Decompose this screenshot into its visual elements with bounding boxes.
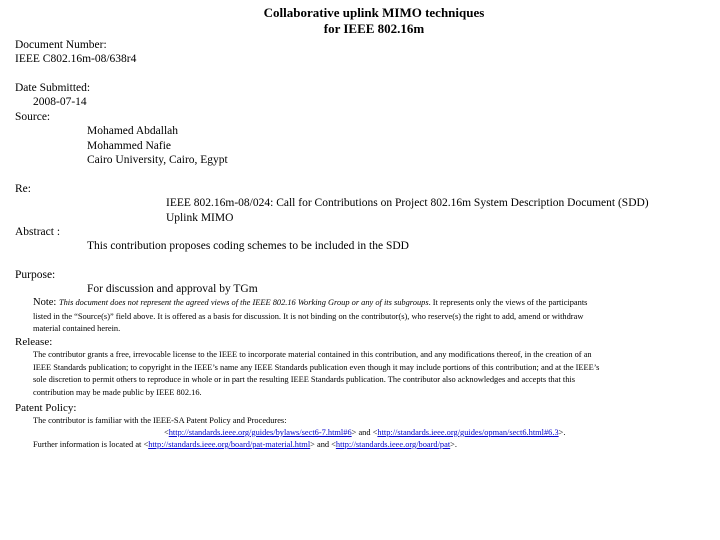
release-line: The contributor grants a free, irrevocable license to the IEEE to incorporate material contained in this contribution, and any modifications thereof, in the creation of an (33, 350, 592, 359)
note-italic-text: This document does not represent the agreed views of the IEEE 802.16 Working Group or any of its subgroups (58, 298, 429, 307)
re-line: IEEE 802.16m-08/024: Call for Contributions on Project 802.16m System Description Document (SDD) (166, 197, 649, 209)
note-first-line-rest: . It represents only the views of the participants (428, 298, 588, 307)
and-text: > and < (310, 440, 336, 449)
note-line-2: listed in the “Source(s)” field above. It is offered as a basis for discussion. It is not binding on the contributor(s), who reserve(s) the right to add, amend or withdraw (33, 312, 584, 321)
open-bracket: < (164, 428, 169, 437)
source-line: Cairo University, Cairo, Egypt (87, 154, 228, 166)
note-line-3: material contained herein. (33, 324, 121, 333)
end-text: >. (450, 440, 457, 449)
title-line-2: for IEEE 802.16m (323, 21, 425, 36)
pat-material-link[interactable]: http://standards.ieee.org/board/pat-material.html (148, 440, 311, 449)
release-line: contribution may be made public by IEEE 802.16. (33, 388, 202, 397)
patent-policy-line-1: The contributor is familiar with the IEEE-SA Patent Policy and Procedures: (33, 416, 287, 425)
release-line: IEEE Standards publication; to copyright in the IEEE’s name any IEEE Standards publication even though it may include portions of this contribution; and at the IEEE’s (33, 363, 600, 372)
release-line: sole discretion to permit others to reproduce in whole or in part the resulting IEEE Standards publication. The contributor also acknowledges and accepts that this (33, 375, 575, 384)
date-submitted-value: 2008-07-14 (33, 96, 87, 108)
note-label: Note: (33, 297, 57, 308)
pat-link[interactable]: http://standards.ieee.org/board/pat (335, 440, 451, 449)
note-first-line (33, 296, 587, 310)
purpose-text: For discussion and approval by TGm (87, 283, 258, 295)
bylaws-link[interactable]: http://standards.ieee.org/guides/bylaws/sect6-7.html#6 (168, 428, 352, 437)
source-line: Mohammed Nafie (87, 140, 171, 152)
patent-policy-further-line (33, 439, 457, 451)
source-line: Mohamed Abdallah (87, 125, 179, 137)
patent-policy-links-line (164, 427, 565, 439)
document-number-value: IEEE C802.16m-08/638r4 (15, 53, 137, 65)
date-submitted-label: Date Submitted: (15, 82, 91, 94)
abstract-label: Abstract : (15, 226, 61, 238)
re-label: Re: (15, 183, 31, 195)
document-number-label: Document Number: (15, 39, 107, 51)
title-line-1: Collaborative uplink MIMO techniques (263, 5, 485, 20)
purpose-label: Purpose: (15, 269, 56, 281)
and-text: > and < (351, 428, 378, 437)
source-label: Source: (15, 111, 51, 123)
further-text: Further information is located at < (33, 440, 149, 449)
end-text: >. (558, 428, 566, 437)
patent-policy-label: Patent Policy: (15, 402, 77, 414)
release-label: Release: (15, 336, 53, 348)
re-line: Uplink MIMO (166, 212, 234, 224)
opman-link[interactable]: http://standards.ieee.org/guides/opman/sect6.html#6.3 (377, 428, 559, 437)
abstract-text: This contribution proposes coding schemes to be included in the SDD (87, 240, 409, 252)
